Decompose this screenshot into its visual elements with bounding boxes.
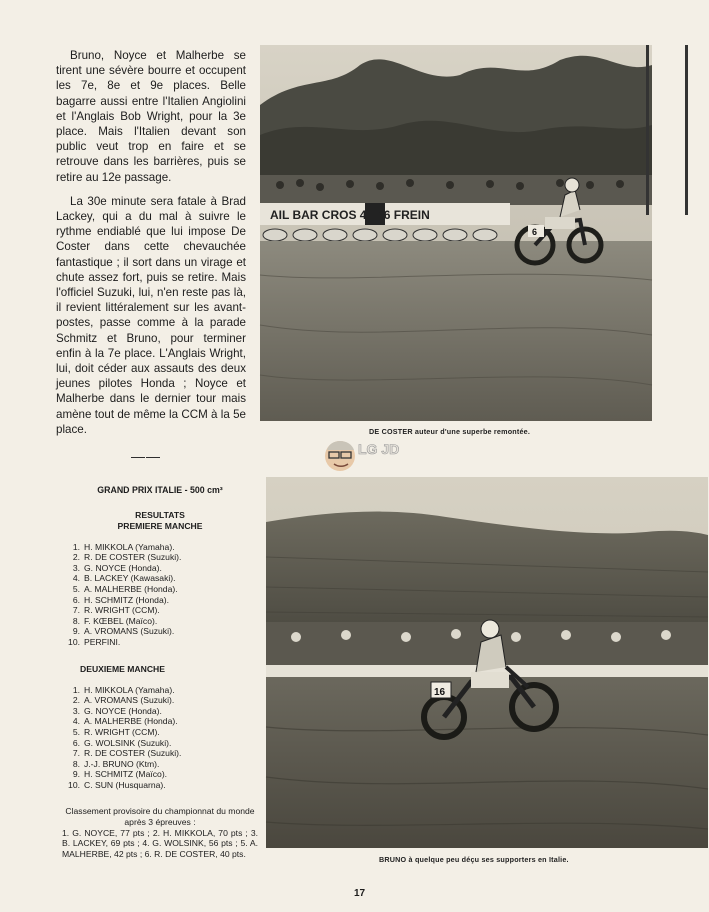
article-paragraph-2: La 30e minute sera fatale à Brad Lackey, qui a du mal à suivre le rythme endiablé que lui impose De Coster dans cette chevauchée fantastique ; il sort dans un virage et chute assez fort, puis se retire. Mais l'officiel Suzuki, lui, n'en reste pas là, il revient littéralement sur les avant-postes, passe comme à la parade Schmitz et Bruno, pour terminer enfin à la 7e place. L'Anglais Wright, lui, doit céder aux assauts des deux jeunes pilotes Honda ; Noyce et Malherbe dans le dernier tour mais amène tout de même la CCM à la 5e place. [56,194,246,436]
rider: G. WOLSINK (Suzuki). [84,737,172,748]
rider: C. SUN (Husquarna). [84,779,166,790]
rider: G. NOYCE (Honda). [84,705,162,716]
rider: B. LACKEY (Kawasaki). [84,573,176,584]
list-item [62,563,258,574]
list-item [62,573,258,584]
position: 7. [72,748,80,759]
rider: H. SCHMITZ (Maïco). [84,769,168,780]
position: 5. [72,583,80,594]
position: 8. [72,758,80,769]
watermark-logo [322,432,400,478]
rider: R. WRIGHT (CCM). [84,605,160,616]
photo-bruno [266,477,708,848]
rider: A. VROMANS (Suzuki). [84,695,175,706]
rider: A. MALHERBE (Honda). [84,583,178,594]
list-item [62,605,258,616]
page-number: 17 [354,888,366,899]
list-item [62,695,258,706]
list-item [62,769,258,780]
results-heading [62,510,258,532]
photo-de-coster-image [260,45,652,421]
position: 1. [72,541,80,552]
position: 9. [72,626,80,637]
list-item [62,584,258,595]
list-item [62,759,258,770]
championship-standings [62,806,258,859]
section-separator: —— [131,448,161,464]
photo-bruno-image [266,477,708,848]
results-panel [62,485,258,859]
rider: R. DE COSTER (Suzuki). [84,748,182,759]
list-item [62,552,258,563]
results-heading-line1: RESULTATS [135,509,185,520]
rider: H. MIKKOLA (Yamaha). [84,684,175,695]
list-item [62,780,258,791]
list-item [62,637,258,648]
position: 7. [72,605,80,616]
rider: R. DE COSTER (Suzuki). [84,552,182,563]
photo-de-coster [260,45,652,421]
position: 10. [68,636,80,647]
standings-intro: Classement provisoire du championnat du monde après 3 épreuves : [65,806,255,828]
list-item [62,595,258,606]
rider: PERFINI. [84,636,121,647]
position: 4. [72,716,80,727]
position: 2. [72,552,80,563]
position: 6. [72,594,80,605]
rider: H. SCHMITZ (Honda). [84,594,169,605]
position: 9. [72,769,80,780]
list-item [62,685,258,696]
second-race-heading: DEUXIEME MANCHE [80,663,165,674]
rider: R. WRIGHT (CCM). [84,726,160,737]
photo-de-coster-caption: DE COSTER auteur d'une superbe remontée. [369,427,531,436]
first-race-list [62,542,258,648]
position: 2. [72,695,80,706]
photo-bike-number-bruno: 16 [434,687,446,698]
list-item [62,738,258,749]
rider: G. NOYCE (Honda). [84,562,162,573]
position: 4. [72,573,80,584]
position: 5. [72,726,80,737]
photo-bike-number: 6 [532,227,538,237]
standings-text: 1. G. NOYCE, 77 pts ; 2. H. MIKKOLA, 70 pts ; 3. B. LACKEY, 69 pts ; 4. G. WOLSINK, 56 pts ; 5. A. MALHERBE, 42 pts ; 6. R. DE COSTER, 40 pts. [62,827,258,859]
position: 10. [68,779,80,790]
photo-bruno-caption: BRUNO à quelque peu déçu ses supporters en Italie. [379,855,569,864]
rider: H. MIKKOLA (Yamaha). [84,541,175,552]
rider: F. KŒBEL (Maïco). [84,615,158,626]
results-heading-line2: PREMIERE MANCHE [117,520,203,531]
article-body [56,48,246,446]
rider: A. MALHERBE (Honda). [84,716,178,727]
position: 6. [72,737,80,748]
rider: J.-J. BRUNO (Ktm). [84,758,160,769]
photo-banner-text: AIL BAR CROS 4T 16 FREIN [270,208,430,222]
watermark-text: LG JD [358,441,400,457]
list-item [62,542,258,553]
list-item [62,626,258,637]
list-item [62,706,258,717]
list-item [62,727,258,738]
position: 3. [72,562,80,573]
second-race-list [62,685,258,791]
rider: A. VROMANS (Suzuki). [84,626,175,637]
position: 3. [72,705,80,716]
position: 8. [72,615,80,626]
position: 1. [72,684,80,695]
list-item [62,748,258,759]
list-item [62,716,258,727]
list-item [62,616,258,627]
article-paragraph-1: Bruno, Noyce et Malherbe se tirent une sévère bourre et occupent les 7e, 8e et 9e places. Belle bagarre aussi entre l'Italien Angiolini et l'Anglais Bob Wright, pour la 3e place. Mais l'Italien devant son public veut trop en faire et se retrouve dans les barrières, puis se retire au 12e passage. [56,49,246,184]
results-title: GRAND PRIX ITALIE - 500 cm³ [97,485,223,495]
watermark-face-icon [322,432,400,478]
